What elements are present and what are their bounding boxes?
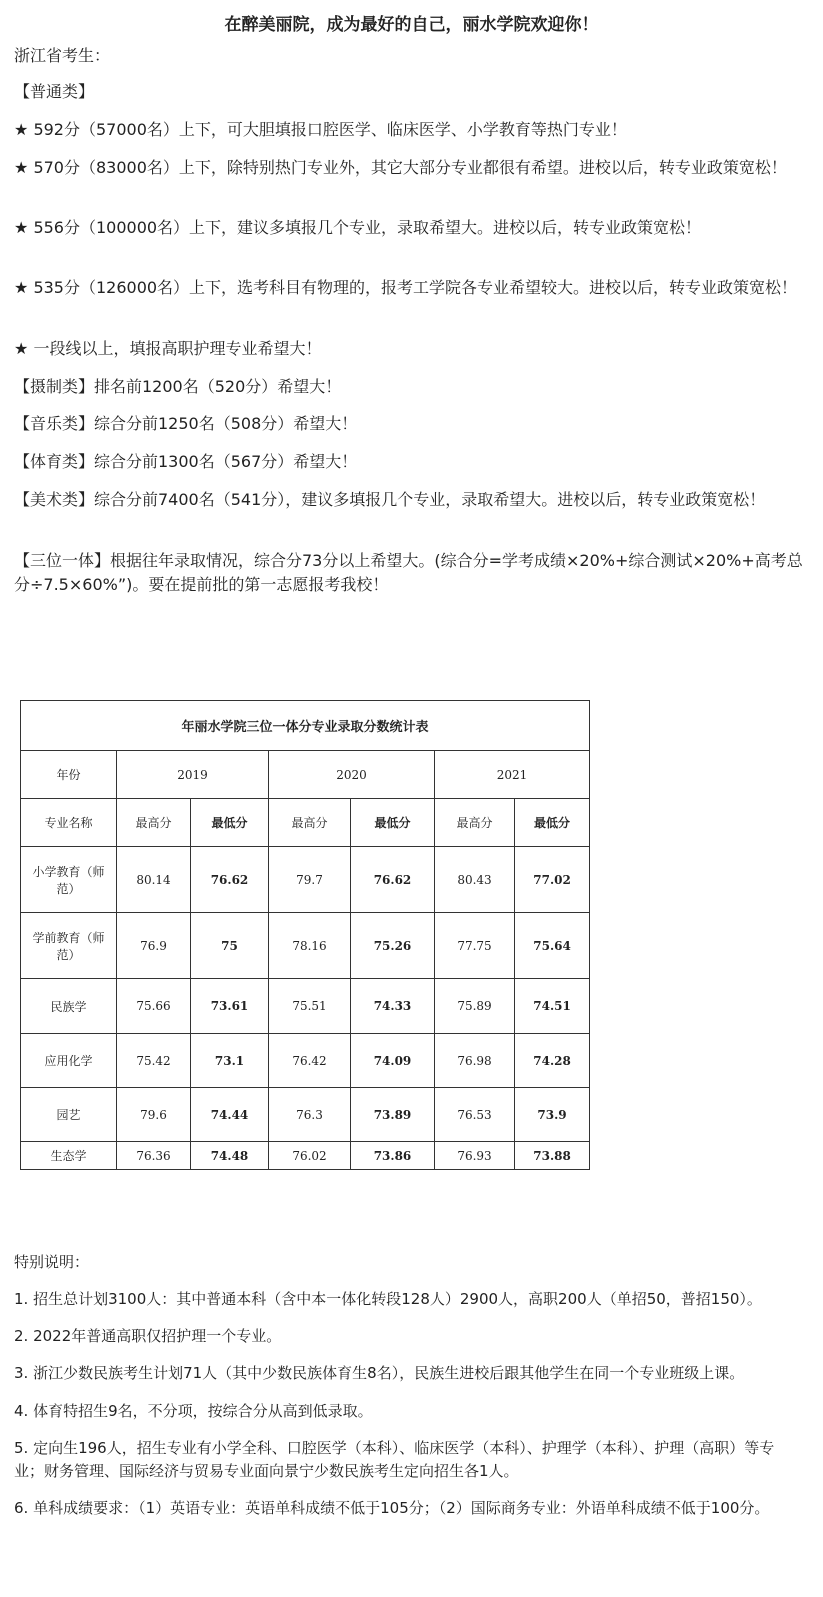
max-score: 76.53 [435,1088,515,1142]
table-row [21,1088,590,1142]
major-name: 应用化学 [21,1034,117,1088]
table-row [21,847,590,913]
table-row [21,979,590,1034]
major-name: 园艺 [21,1088,117,1142]
min-score: 73.1 [191,1034,269,1088]
max-score: 76.9 [117,913,191,979]
min-score: 74.51 [515,979,590,1034]
min-score: 73.61 [191,979,269,1034]
major-name: 民族学 [21,979,117,1034]
min-score: 76.62 [191,847,269,913]
general-heading: 【普通类】 [14,82,95,101]
category-item: 【三位一体】根据往年录取情况，综合分73分以上希望大。(综合分=学考成绩×20%+综合测试×20%+高考总分÷7.5×60%”)。要在提前批的第一志愿报考我校！ [14,551,803,594]
min-score-header: 最低分 [351,799,435,847]
category-item: 【摄制类】排名前1200名（520分）希望大！ [14,377,342,396]
notes-heading: 特别说明： [14,1253,90,1271]
min-score: 74.48 [191,1142,269,1170]
max-score: 77.75 [435,913,515,979]
min-score: 75.64 [515,913,590,979]
max-score-header: 最高分 [435,799,515,847]
major-name: 学前教育（师范） [21,913,117,979]
major-label: 专业名称 [21,799,117,847]
min-score: 74.28 [515,1034,590,1088]
general-item: ★ 一段线以上，填报高职护理专业希望大！ [14,337,804,361]
min-score: 75 [191,913,269,979]
max-score: 76.02 [269,1142,351,1170]
table-caption: 年丽水学院三位一体分专业录取分数统计表 [21,701,590,751]
general-item: ★ 556分（100000名）上下，建议多填报几个专业，录取希望大。进校以后，转专业政策宽松！ [14,216,804,240]
max-score: 76.42 [269,1034,351,1088]
max-score: 78.16 [269,913,351,979]
min-score: 74.09 [351,1034,435,1088]
general-item: ★ 592分（57000名）上下，可大胆填报口腔医学、临床医学、小学教育等热门专业！ [14,118,804,142]
min-score: 77.02 [515,847,590,913]
min-score: 73.86 [351,1142,435,1170]
max-score: 75.66 [117,979,191,1034]
min-score: 73.9 [515,1088,590,1142]
max-score: 75.42 [117,1034,191,1088]
major-name: 小学教育（师范） [21,847,117,913]
min-score: 74.44 [191,1088,269,1142]
table-row [21,1034,590,1088]
max-score: 76.3 [269,1088,351,1142]
max-score-header: 最高分 [269,799,351,847]
max-score-header: 最高分 [117,799,191,847]
max-score: 80.43 [435,847,515,913]
major-name: 生态学 [21,1142,117,1170]
category-item: 【音乐类】综合分前1250名（508分）希望大！ [14,414,358,433]
note-item: 3. 浙江少数民族考生计划71人（其中少数民族体育生8名），民族生进校后跟其他学生在同一个专业班级上课。 [14,1364,745,1382]
year-header: 2020 [269,751,435,799]
min-score: 73.88 [515,1142,590,1170]
note-item: 6. 单科成绩要求：（1）英语专业：英语单科成绩不低于105分；（2）国际商务专业：外语单科成绩不低于100分。 [14,1499,770,1517]
max-score: 80.14 [117,847,191,913]
table-row [21,913,590,979]
min-score: 74.33 [351,979,435,1034]
category-item: 【体育类】综合分前1300名（567分）希望大！ [14,452,358,471]
table-row [21,1142,590,1170]
year-header: 2019 [117,751,269,799]
min-score: 75.26 [351,913,435,979]
category-item: 【美术类】综合分前7400名（541分），建议多填报几个专业，录取希望大。进校以后，转专业政策宽松！ [14,490,766,509]
general-item: ★ 570分（83000名）上下，除特别热门专业外，其它大部分专业都很有希望。进校以后，转专业政策宽松！ [14,156,804,180]
note-item: 1. 招生总计划3100人：其中普通本科（含中本一体化转段128人）2900人，高职200人（单招50，普招150）。 [14,1290,762,1308]
page-title: 在醉美丽院，成为最好的自己，丽水学院欢迎你！ [224,15,599,35]
year-label: 年份 [21,751,117,799]
max-score: 79.7 [269,847,351,913]
min-score: 76.62 [351,847,435,913]
min-score: 73.89 [351,1088,435,1142]
max-score: 76.36 [117,1142,191,1170]
min-score-header: 最低分 [515,799,590,847]
max-score: 79.6 [117,1088,191,1142]
max-score: 76.98 [435,1034,515,1088]
general-item: ★ 535分（126000名）上下，选考科目有物理的，报考工学院各专业希望较大。进校以后，转专业政策宽松！ [14,276,804,300]
note-item: 5. 定向生196人，招生专业有小学全科、口腔医学（本科）、临床医学（本科）、护理学（本科）、护理（高职）等专业；财务管理、国际经济与贸易专业面向景宁少数民族考生定向招生各1人。 [14,1439,775,1480]
note-item: 2. 2022年普通高职仅招护理一个专业。 [14,1327,282,1345]
admission-score-table [20,700,590,1170]
max-score: 75.89 [435,979,515,1034]
greeting: 浙江省考生： [14,46,111,65]
max-score: 75.51 [269,979,351,1034]
max-score: 76.93 [435,1142,515,1170]
note-item: 4. 体育特招生9名，不分项，按综合分从高到低录取。 [14,1402,373,1420]
min-score-header: 最低分 [191,799,269,847]
year-header: 2021 [435,751,590,799]
